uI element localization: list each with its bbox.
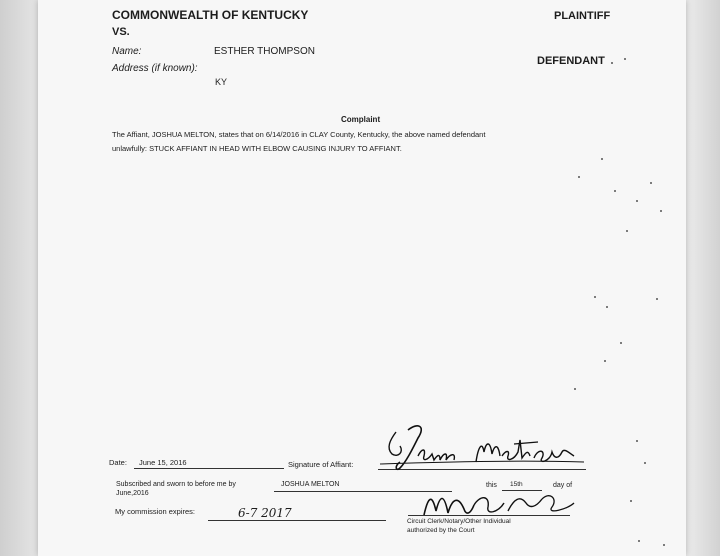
scan-speck — [614, 190, 616, 192]
scan-speck — [594, 296, 596, 298]
scan-speck — [601, 158, 603, 160]
commission-label: My commission expires: — [115, 507, 196, 516]
plaintiff-label: PLAINTIFF — [554, 10, 611, 22]
scan-speck — [656, 298, 658, 300]
affiant-signature — [378, 418, 588, 478]
scan-speck — [604, 360, 606, 362]
affiant-signature-label: Signature of Affiant: — [288, 460, 354, 469]
complaint-title: Complaint — [341, 115, 381, 124]
scan-speck — [578, 176, 580, 178]
scan-speck — [660, 210, 662, 212]
sworn-text-line-1: Subscribed and sworn to before me by — [116, 481, 236, 488]
sworn-name: JOSHUA MELTON — [281, 481, 340, 488]
scan-speck — [636, 200, 638, 202]
day-value: 15th — [510, 481, 523, 488]
scan-speck — [630, 500, 632, 502]
scan-speck — [638, 540, 640, 542]
name-label: Name: — [112, 46, 142, 57]
this-label: this — [486, 482, 497, 489]
day-of-label: day of — [553, 482, 573, 489]
date-label: Date: — [109, 458, 127, 467]
scan-speck — [620, 342, 622, 344]
scan-speck — [663, 544, 665, 546]
affiant-signature-text — [378, 430, 385, 431]
complaint-document — [38, 0, 686, 556]
address-label: Address (if known): — [112, 63, 198, 74]
defendant-label: DEFENDANT — [537, 55, 605, 67]
commonwealth-heading: COMMONWEALTH OF KENTUCKY — [112, 8, 309, 22]
commission-value: 6-7 2017 — [238, 506, 292, 520]
defendant-name: ESTHER THOMPSON — [214, 46, 315, 57]
scan-speck — [606, 306, 608, 308]
sworn-text-line-2: June,2016 — [116, 490, 149, 497]
complaint-statement-line-1: The Affiant, JOSHUA MELTON, states that on 6/14/2016 in CLAY County, Kentucky, the above named defendant — [112, 130, 486, 139]
official-title-line-1: Circuit Clerk/Notary/Other Individual — [407, 518, 511, 525]
commission-line — [208, 520, 386, 521]
scan-speck — [624, 58, 626, 60]
address-value: KY — [215, 77, 228, 87]
complaint-statement-line-2: unlawfully: STUCK AFFIANT IN HEAD WITH ELBOW CAUSING INJURY TO AFFIANT. — [112, 144, 402, 153]
scan-speck — [644, 462, 646, 464]
vs-label: VS. — [112, 26, 130, 38]
date-value: June 15, 2016 — [139, 458, 187, 467]
scan-speck — [611, 62, 613, 64]
scan-speck — [574, 388, 576, 390]
scan-speck — [636, 440, 638, 442]
scan-speck — [650, 182, 652, 184]
date-line — [134, 468, 284, 469]
scan-speck — [626, 230, 628, 232]
official-signature-line — [408, 515, 570, 516]
official-title-line-2: authorized by the Court — [407, 527, 475, 534]
background-right — [686, 0, 720, 556]
background-left — [0, 0, 40, 556]
